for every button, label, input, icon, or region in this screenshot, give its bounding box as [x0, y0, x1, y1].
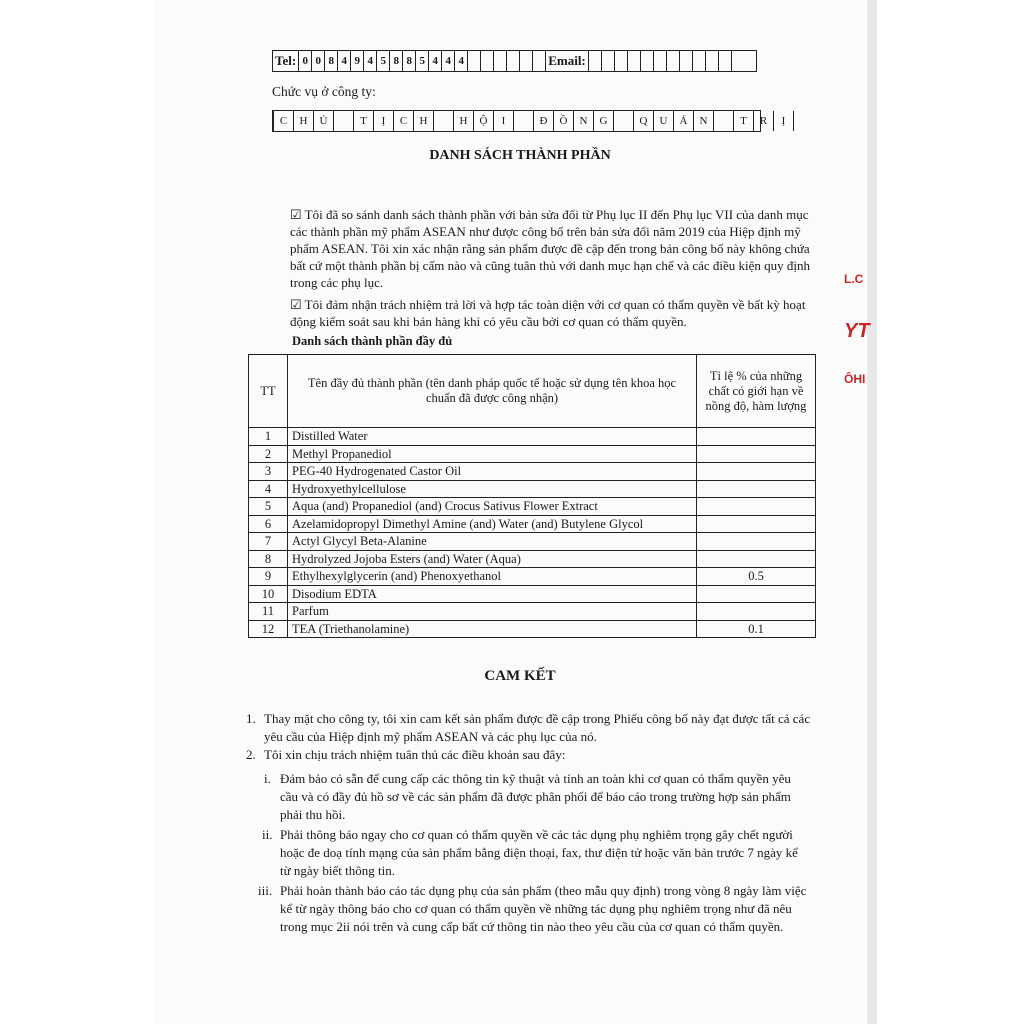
ingredient-percent — [697, 515, 816, 533]
tel-digit-cell: 4 — [363, 51, 376, 71]
ingredient-name: Parfum — [288, 603, 697, 621]
email-cell — [731, 51, 744, 71]
row-number: 1 — [249, 428, 288, 446]
row-number: 7 — [249, 533, 288, 551]
position-char-cell: I — [493, 111, 513, 131]
ingredient-percent: 0.5 — [697, 568, 816, 586]
row-number: 3 — [249, 463, 288, 481]
stamp-fragment-2: YT — [844, 320, 870, 342]
tel-digit-cell — [532, 51, 545, 71]
position-char-cell: R — [753, 111, 773, 131]
table-header-row — [249, 355, 816, 428]
ingredient-name: Actyl Glycyl Beta-Alanine — [288, 533, 697, 551]
position-char-cell: N — [693, 111, 713, 131]
email-cell — [692, 51, 705, 71]
tel-digit-cell: 4 — [337, 51, 350, 71]
declaration-2-text: Tôi đảm nhận trách nhiệm trả lời và hợp tác toàn diện với cơ quan có thẩm quyền về bất kỳ hoạt động kiểm soát sau khi bán hàng khi có yêu cầu bởi cơ quan có thẩm quyền. — [290, 297, 806, 329]
ingredient-name: PEG-40 Hydrogenated Castor Oil — [288, 463, 697, 481]
commitment-sub-i: Đảm bảo có sẵn để cung cấp các thông tin kỹ thuật và tính an toàn khi cơ quan có thẩm quyền yêu cầu và có đầy đủ hồ sơ về các sản phẩm đã được phân phối để báo cáo trong trường hợp sản phẩm phải thu hồi. — [280, 771, 791, 822]
position-char-cell: G — [593, 111, 613, 131]
ingredient-name: Hydroxyethylcellulose — [288, 480, 697, 498]
table-row — [249, 463, 816, 481]
table-body — [249, 428, 816, 638]
ingredient-name: Methyl Propanediol — [288, 445, 697, 463]
tel-digit-cell: 5 — [415, 51, 428, 71]
commitment-item-1: Thay mặt cho công ty, tôi xin cam kết sản phẩm được đề cập trong Phiếu công bố này đạt được tất cả các yêu cầu của Hiệp định mỹ phẩm ASEAN và các phụ lục của nó. — [264, 711, 811, 744]
header-tt: TT — [249, 355, 288, 428]
row-number: 6 — [249, 515, 288, 533]
sub-i-number: i. — [264, 771, 271, 786]
table-row — [249, 568, 816, 586]
row-number: 9 — [249, 568, 288, 586]
table-row — [249, 480, 816, 498]
email-cell — [705, 51, 718, 71]
position-char-cell — [433, 111, 453, 131]
ingredient-name: Disodium EDTA — [288, 585, 697, 603]
position-char-cell: H — [453, 111, 473, 131]
position-char-cell: H — [413, 111, 433, 131]
ingredient-percent — [697, 428, 816, 446]
tel-digit-cells — [298, 51, 545, 71]
position-char-cell: U — [653, 111, 673, 131]
ingredient-percent: 0.1 — [697, 620, 816, 638]
tel-digit-cell: 8 — [324, 51, 337, 71]
ingredient-name: Hydrolyzed Jojoba Esters (and) Water (Aqua) — [288, 550, 697, 568]
row-number: 2 — [249, 445, 288, 463]
header-name: Tên đầy đủ thành phần (tên danh pháp quốc tế hoặc sử dụng tên khoa học chuẩn đã được công nhận) — [288, 355, 697, 428]
position-char-cell — [613, 111, 633, 131]
ingredient-percent — [697, 533, 816, 551]
ingredient-percent — [697, 585, 816, 603]
position-char-cell: C — [393, 111, 413, 131]
tel-digit-cell: 0 — [311, 51, 324, 71]
commitment-sub-ii: Phải thông báo ngay cho cơ quan có thẩm quyền về các tác dụng phụ nghiêm trọng gây chết người hoặc đe doạ tính mạng của sản phẩm bằng điện thoại, fax, thư điện tử hoặc văn bản trước 7 ngày kể từ ngày biết thông tin. — [280, 827, 798, 878]
ingredient-name: TEA (Triethanolamine) — [288, 620, 697, 638]
item-1-number: 1. — [246, 711, 256, 726]
tel-digit-cell: 4 — [441, 51, 454, 71]
tel-digit-cell — [493, 51, 506, 71]
row-number: 8 — [249, 550, 288, 568]
tel-digit-cell: 9 — [350, 51, 363, 71]
ingredient-table — [248, 354, 816, 638]
full-list-label: Danh sách thành phần đầy đủ — [292, 334, 453, 348]
tel-digit-cell — [506, 51, 519, 71]
declaration-2 — [290, 296, 818, 330]
tel-digit-cell — [467, 51, 480, 71]
email-cell — [679, 51, 692, 71]
email-label: Email: — [545, 51, 588, 71]
stamp-fragment-3: ÔHI — [844, 372, 866, 386]
table-row — [249, 585, 816, 603]
ingredient-name: Distilled Water — [288, 428, 697, 446]
email-cell — [718, 51, 731, 71]
checkbox-checked-icon: ☑ — [290, 207, 302, 222]
commitment-sub-iii: Phải hoàn thành báo cáo tác dụng phụ của sản phẩm (theo mẫu quy định) trong vòng 8 ngày làm việc kể từ ngày thông báo cho cơ quan có thẩm quyền về những tác dụng phụ nghiêm trọng như đã nêu trong mục 2ii nói trên và cung cấp bất cứ thông tin nào theo yêu cầu của cơ quan có thẩm quyền. — [280, 883, 807, 934]
tel-digit-cell: 0 — [298, 51, 311, 71]
commitment-title: CAM KẾT — [484, 668, 556, 684]
row-number: 4 — [249, 480, 288, 498]
position-char-cell: Ả — [673, 111, 693, 131]
position-char-cell: Q — [633, 111, 653, 131]
email-cell — [640, 51, 653, 71]
email-cell — [666, 51, 679, 71]
ingredient-percent — [697, 445, 816, 463]
position-char-cell: N — [573, 111, 593, 131]
position-char-cell: Đ — [533, 111, 553, 131]
row-number: 11 — [249, 603, 288, 621]
position-box-row — [272, 110, 786, 132]
stamp-fragment-1: L.C — [844, 272, 864, 286]
tel-label: Tel: — [275, 53, 297, 68]
row-number: 12 — [249, 620, 288, 638]
position-char-cell: Ồ — [553, 111, 573, 131]
position-char-cell: T — [353, 111, 373, 131]
tel-digit-cell: 5 — [376, 51, 389, 71]
position-char-cell — [793, 111, 813, 131]
table-row — [249, 550, 816, 568]
position-char-cell: C — [273, 111, 293, 131]
table-row — [249, 533, 816, 551]
position-char-cell — [513, 111, 533, 131]
position-char-cell: Ị — [773, 111, 793, 131]
ingredient-name: Ethylhexylglycerin (and) Phenoxyethanol — [288, 568, 697, 586]
ingredient-percent — [697, 550, 816, 568]
declaration-1-text: Tôi đã so sánh danh sách thành phần với bản sửa đổi từ Phụ lục II đến Phụ lục VII của danh mục các thành phần mỹ phẩm ASEAN như được công bố trên bản sửa đổi năm 2019 của Hiệp định mỹ phẩm ASEAN. Tôi xin xác nhận rằng sản phẩm được đề cập đến trong bản công bố này không chứa bất cứ một thành phần bị cấm nào và cũng tuân thủ với danh mục hạn chế và các điều kiện quy định trong các phụ lục. — [290, 207, 811, 290]
table-row — [249, 620, 816, 638]
tel-digit-cell — [480, 51, 493, 71]
ingredient-percent — [697, 603, 816, 621]
table-row — [249, 428, 816, 446]
email-cell — [627, 51, 640, 71]
email-cell — [601, 51, 614, 71]
commitment-item-2: Tôi xin chịu trách nhiệm tuân thủ các điều khoản sau đây: — [264, 747, 566, 762]
position-label: Chức vụ ở công ty: — [272, 84, 376, 99]
tel-digit-cell: 4 — [428, 51, 441, 71]
email-cell — [588, 51, 601, 71]
tel-digit-cell — [519, 51, 532, 71]
checkbox-checked-icon: ☑ — [290, 297, 302, 312]
contact-box-row — [272, 50, 757, 72]
row-number: 5 — [249, 498, 288, 516]
position-char-cell: Ộ — [473, 111, 493, 131]
declaration-1 — [290, 206, 818, 291]
position-char-cell: T — [733, 111, 753, 131]
ingredient-percent — [697, 463, 816, 481]
ingredient-name: Azelamidopropyl Dimethyl Amine (and) Water (and) Butylene Glycol — [288, 515, 697, 533]
position-char-cell — [333, 111, 353, 131]
item-2-number: 2. — [246, 747, 256, 762]
page-gutter-shadow — [867, 0, 877, 1024]
ingredient-list-title: DANH SÁCH THÀNH PHẦN — [429, 148, 611, 163]
position-char-cells — [273, 111, 813, 131]
tel-digit-cell: 8 — [402, 51, 415, 71]
ingredient-percent — [697, 498, 816, 516]
table-row — [249, 515, 816, 533]
email-cell — [653, 51, 666, 71]
position-char-cell: Ủ — [313, 111, 333, 131]
position-char-cell: H — [293, 111, 313, 131]
table-row — [249, 603, 816, 621]
row-number: 10 — [249, 585, 288, 603]
email-cell — [614, 51, 627, 71]
sub-ii-number: ii. — [262, 827, 273, 842]
tel-digit-cell: 8 — [389, 51, 402, 71]
ingredient-percent — [697, 480, 816, 498]
position-char-cell — [713, 111, 733, 131]
position-char-cell: Ị — [373, 111, 393, 131]
table-row — [249, 498, 816, 516]
ingredient-name: Aqua (and) Propanediol (and) Crocus Sativus Flower Extract — [288, 498, 697, 516]
tel-digit-cell: 4 — [454, 51, 467, 71]
header-percent: Tỉ lệ % của những chất có giới hạn về nồng độ, hàm lượng — [697, 355, 816, 428]
table-row — [249, 445, 816, 463]
background-edge — [877, 0, 1024, 1024]
sub-iii-number: iii. — [258, 883, 273, 898]
email-cells — [588, 51, 744, 71]
